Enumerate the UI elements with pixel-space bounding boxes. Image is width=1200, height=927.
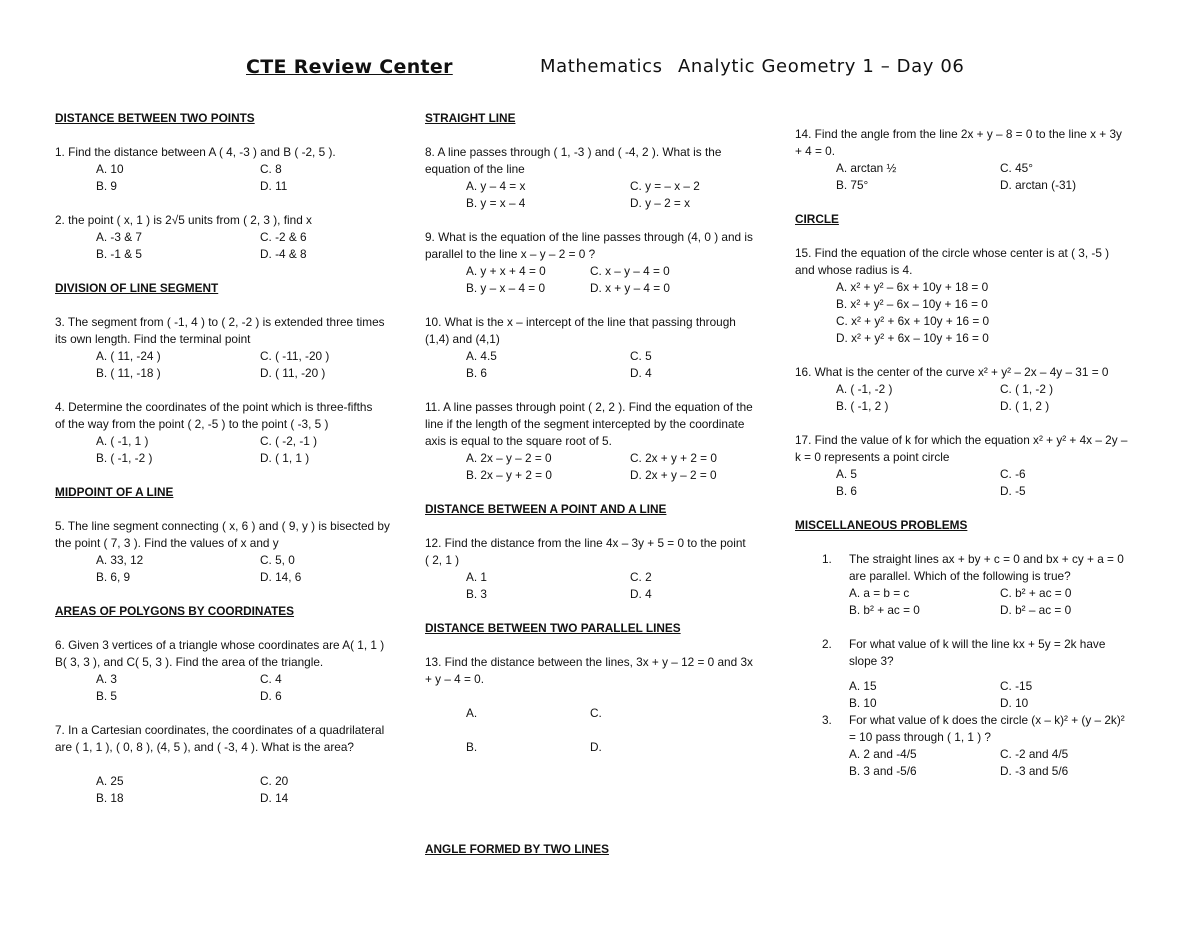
options-row <box>795 763 1155 780</box>
option: B. ( 11, -18 ) <box>96 366 161 380</box>
options-row <box>795 330 1155 347</box>
option: B. 2x – y + 2 = 0 <box>466 468 552 482</box>
option: A. <box>466 706 478 720</box>
header-subject: Mathematics <box>540 56 663 77</box>
option: B. 5 <box>96 689 117 703</box>
option: C. <box>590 706 602 720</box>
option: B. -1 & 5 <box>96 247 142 261</box>
option: C. ( 1, -2 ) <box>1000 382 1054 396</box>
options-row <box>425 263 780 280</box>
option: A. a = b = c <box>849 586 910 600</box>
question-text: (1,4) and (4,1) <box>425 332 500 346</box>
question-text: 6. Given 3 vertices of a triangle whose coordinates are A( 1, 1 ) <box>55 638 385 652</box>
options-row <box>55 688 405 705</box>
question-text: For what value of k does the circle (x – k)² + (y – 2k)² <box>849 713 1125 727</box>
options-row <box>55 552 405 569</box>
options-row <box>795 602 1155 619</box>
question-text: 9. What is the equation of the line passes through (4, 0 ) and is <box>425 230 753 244</box>
misc-question-1 <box>795 551 1155 585</box>
question-text: 8. A line passes through ( 1, -3 ) and ( -4, 2 ). What is the <box>425 145 722 159</box>
option: B. 18 <box>96 791 124 805</box>
question-text: 12. Find the distance from the line 4x – 3y + 5 = 0 to the point <box>425 536 746 550</box>
section-heading: MISCELLANEOUS PROBLEMS <box>795 518 968 532</box>
section-heading: DISTANCE BETWEEN A POINT AND A LINE <box>425 502 667 516</box>
options-row <box>795 585 1155 602</box>
option: D. 4 <box>630 587 652 601</box>
options-row <box>425 178 780 195</box>
question-text: + 4 = 0. <box>795 144 836 158</box>
options-row <box>795 483 1155 500</box>
question-text: 13. Find the distance between the lines, 3x + y – 12 = 0 and 3x <box>425 655 753 669</box>
option: A. ( 11, -24 ) <box>96 349 161 363</box>
column-1 <box>55 110 405 807</box>
option: A. x² + y² – 6x + 10y + 18 = 0 <box>836 280 989 294</box>
question-text: its own length. Find the terminal point <box>55 332 251 346</box>
option: C. ( -2, -1 ) <box>260 434 318 448</box>
question-text: axis is equal to the square root of 5. <box>425 434 612 448</box>
option: A. ( -1, 1 ) <box>96 434 149 448</box>
option: D. b² – ac = 0 <box>1000 603 1072 617</box>
options-row <box>795 177 1155 194</box>
section-heading: DISTANCE BETWEEN TWO POINTS <box>55 111 255 125</box>
option: D. x + y – 4 = 0 <box>590 281 670 295</box>
section-heading: DISTANCE BETWEEN TWO PARALLEL LINES <box>425 621 681 635</box>
options-row <box>55 450 405 467</box>
question-text: the point ( 7, 3 ). Find the values of x and y <box>55 536 279 550</box>
options-row <box>795 466 1155 483</box>
options-row <box>425 450 780 467</box>
list-number: 2. <box>822 637 832 651</box>
option: C. -15 <box>1000 679 1033 693</box>
question-text: k = 0 represents a point circle <box>795 450 950 464</box>
option: B. 75° <box>836 178 869 192</box>
option: A. y – 4 = x <box>466 179 526 193</box>
options-row <box>425 467 780 484</box>
option: C. ( -11, -20 ) <box>260 349 330 363</box>
options-row <box>795 398 1155 415</box>
option: A. 4.5 <box>466 349 497 363</box>
options-row <box>425 586 780 603</box>
options-row <box>795 279 1155 296</box>
option: B. ( -1, -2 ) <box>96 451 153 465</box>
option: A. ( -1, -2 ) <box>836 382 893 396</box>
misc-question-3 <box>795 712 1155 746</box>
options-row <box>55 348 405 365</box>
section-heading: MIDPOINT OF A LINE <box>55 485 174 499</box>
option: D. -3 and 5/6 <box>1000 764 1069 778</box>
column-2 <box>425 110 780 858</box>
option: C. -6 <box>1000 467 1026 481</box>
options-row <box>795 695 1155 712</box>
options-row <box>795 296 1155 313</box>
option: D. ( 11, -20 ) <box>260 366 326 380</box>
question-text: of the way from the point ( 2, -5 ) to the point ( -3, 5 ) <box>55 417 329 431</box>
option: C. 5, 0 <box>260 553 295 567</box>
options-row <box>795 381 1155 398</box>
option: A. 10 <box>96 162 124 176</box>
option: C. 45° <box>1000 161 1033 175</box>
question-text: 16. What is the center of the curve x² + y² – 2x – 4y – 31 = 0 <box>795 365 1109 379</box>
section-heading: STRAIGHT LINE <box>425 111 516 125</box>
option: B. 6 <box>836 484 857 498</box>
misc-question-2 <box>795 636 1155 670</box>
option: A. 1 <box>466 570 487 584</box>
option: C. -2 and 4/5 <box>1000 747 1069 761</box>
options-row <box>425 569 780 586</box>
option: D. -5 <box>1000 484 1026 498</box>
option: D. y – 2 = x <box>630 196 690 210</box>
question-text: 17. Find the value of k for which the equation x² + y² + 4x – 2y – <box>795 433 1128 447</box>
option: C. 5 <box>630 349 652 363</box>
options-row <box>55 161 405 178</box>
options-row <box>795 678 1155 695</box>
option: A. 33, 12 <box>96 553 144 567</box>
options-row <box>55 365 405 382</box>
options-row <box>55 773 405 790</box>
option: B. b² + ac = 0 <box>849 603 920 617</box>
option: C. 2x + y + 2 = 0 <box>630 451 717 465</box>
option: B. 9 <box>96 179 117 193</box>
question-text: and whose radius is 4. <box>795 263 913 277</box>
list-number: 3. <box>822 713 832 727</box>
options-row <box>425 348 780 365</box>
question-text: 4. Determine the coordinates of the point which is three-fifths <box>55 400 373 414</box>
option: C. y = – x – 2 <box>630 179 700 193</box>
options-row <box>55 178 405 195</box>
question-text: ( 2, 1 ) <box>425 553 460 567</box>
options-row <box>55 790 405 807</box>
option: A. 5 <box>836 467 857 481</box>
option: B. 6, 9 <box>96 570 131 584</box>
question-text: 15. Find the equation of the circle whose center is at ( 3, -5 ) <box>795 246 1110 260</box>
section-heading: ANGLE FORMED BY TWO LINES <box>425 842 609 856</box>
option: C. 2 <box>630 570 652 584</box>
option: D. 14, 6 <box>260 570 302 584</box>
option: C. 20 <box>260 774 289 788</box>
option: A. arctan ½ <box>836 161 897 175</box>
option: C. b² + ac = 0 <box>1000 586 1072 600</box>
option: D. 6 <box>260 689 282 703</box>
question-text: 10. What is the x – intercept of the line that passing through <box>425 315 736 329</box>
list-number: 1. <box>822 552 832 566</box>
option: B. <box>466 740 478 754</box>
header-topic: Analytic Geometry 1 – Day 06 <box>678 56 965 77</box>
question-text: The straight lines ax + by + c = 0 and bx + cy + a = 0 <box>849 552 1124 566</box>
question-text: slope 3? <box>849 654 894 668</box>
question-text: parallel to the line x – y – 2 = 0 ? <box>425 247 596 261</box>
option: C. -2 & 6 <box>260 230 307 244</box>
question-text: B( 3, 3 ), and C( 5, 3 ). Find the area of the triangle. <box>55 655 324 669</box>
column-3 <box>795 126 1155 780</box>
option: A. y + x + 4 = 0 <box>466 264 546 278</box>
option: B. 10 <box>849 696 877 710</box>
options-row <box>55 246 405 263</box>
option: B. 6 <box>466 366 487 380</box>
question-text: 11. A line passes through point ( 2, 2 ). Find the equation of the <box>425 400 753 414</box>
option: D. -4 & 8 <box>260 247 307 261</box>
question-text: 2. the point ( x, 1 ) is 2√5 units from ( 2, 3 ), find x <box>55 213 312 227</box>
option: C. 4 <box>260 672 282 686</box>
option: D. ( 1, 1 ) <box>260 451 310 465</box>
option: A. 3 <box>96 672 117 686</box>
question-text: 3. The segment from ( -1, 4 ) to ( 2, -2 ) is extended three times <box>55 315 385 329</box>
question-text: line if the length of the segment intercepted by the coordinate <box>425 417 745 431</box>
option: B. 3 and -5/6 <box>849 764 917 778</box>
option: D. 2x + y – 2 = 0 <box>630 468 717 482</box>
question-text: are parallel. Which of the following is true? <box>849 569 1071 583</box>
option: D. 10 <box>1000 696 1029 710</box>
question-text: + y – 4 = 0. <box>425 672 485 686</box>
option: B. x² + y² – 6x – 10y + 16 = 0 <box>836 297 988 311</box>
option: A. 15 <box>849 679 877 693</box>
question-text: are ( 1, 1 ), ( 0, 8 ), (4, 5 ), and ( -3, 4 ). What is the area? <box>55 740 354 754</box>
question-text: 1. Find the distance between A ( 4, -3 ) and B ( -2, 5 ). <box>55 145 336 159</box>
option: B. y – x – 4 = 0 <box>466 281 546 295</box>
option: C. 8 <box>260 162 282 176</box>
option: D. 14 <box>260 791 289 805</box>
options-row <box>425 195 780 212</box>
option: D. 4 <box>630 366 652 380</box>
option: A. -3 & 7 <box>96 230 142 244</box>
question-text: For what value of k will the line kx + 5y = 2k have <box>849 637 1106 651</box>
question-text: 5. The line segment connecting ( x, 6 ) and ( 9, y ) is bisected by <box>55 519 390 533</box>
option: D. arctan (-31) <box>1000 178 1077 192</box>
options-row <box>795 313 1155 330</box>
option: C. x – y – 4 = 0 <box>590 264 670 278</box>
option: B. y = x – 4 <box>466 196 526 210</box>
options-row <box>425 705 780 722</box>
option: B. 3 <box>466 587 487 601</box>
question-text: = 10 pass through ( 1, 1 ) ? <box>849 730 991 744</box>
options-row <box>795 746 1155 763</box>
section-heading: CIRCLE <box>795 212 839 226</box>
options-row <box>425 739 780 756</box>
section-heading: DIVISION OF LINE SEGMENT <box>55 281 219 295</box>
options-row <box>55 229 405 246</box>
option: D. 11 <box>260 179 288 193</box>
options-row <box>425 280 780 297</box>
question-text: equation of the line <box>425 162 525 176</box>
option: A. 2 and -4/5 <box>849 747 917 761</box>
options-row <box>55 569 405 586</box>
question-text: 7. In a Cartesian coordinates, the coordinates of a quadrilateral <box>55 723 385 737</box>
options-row <box>795 160 1155 177</box>
header-center-name: CTE Review Center <box>246 56 453 78</box>
options-row <box>55 671 405 688</box>
options-row <box>55 433 405 450</box>
options-row <box>425 365 780 382</box>
option: C. x² + y² + 6x + 10y + 16 = 0 <box>836 314 990 328</box>
option: D. <box>590 740 602 754</box>
option: D. ( 1, 2 ) <box>1000 399 1050 413</box>
option: A. 2x – y – 2 = 0 <box>466 451 552 465</box>
option: D. x² + y² + 6x – 10y + 16 = 0 <box>836 331 989 345</box>
option: A. 25 <box>96 774 124 788</box>
question-text: 14. Find the angle from the line 2x + y – 8 = 0 to the line x + 3y <box>795 127 1122 141</box>
option: B. ( -1, 2 ) <box>836 399 889 413</box>
section-heading: AREAS OF POLYGONS BY COORDINATES <box>55 604 295 618</box>
